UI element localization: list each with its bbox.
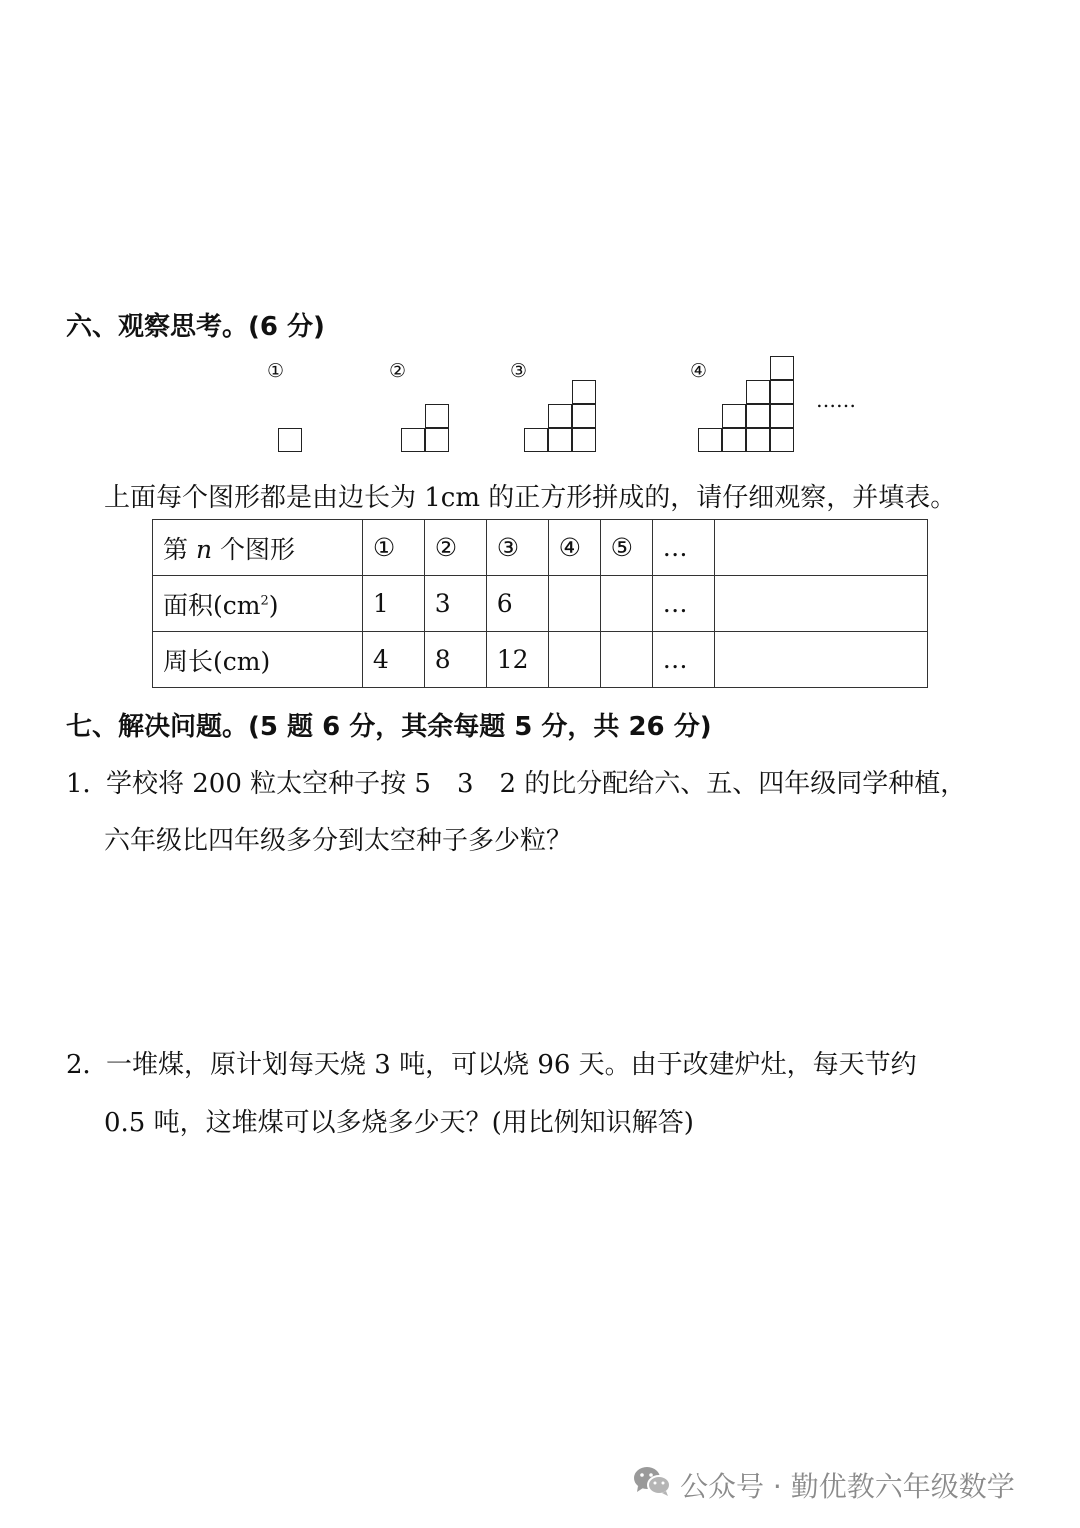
- section6-instruction: 上面每个图形都是由边长为 1cm 的正方形拼成的，请仔细观察，并填表。: [104, 483, 957, 513]
- question-2-line-1: 一堆煤，原计划每天烧 3 吨，可以烧 96 天。由于改建炉灶，每天节约: [106, 1050, 917, 1080]
- table-cell: ④: [548, 520, 600, 576]
- figure-label-3: ③: [510, 360, 528, 382]
- section7-title: 七、解决问题。(5 题 6 分，其余每题 5 分，共 26 分): [66, 712, 712, 742]
- unit-square: [425, 404, 449, 428]
- unit-square: [572, 404, 596, 428]
- figure-label-2: ②: [389, 360, 407, 382]
- unit-square: [770, 356, 794, 380]
- table-cell: 4: [362, 632, 424, 688]
- wechat-icon: [632, 1464, 672, 1498]
- figure-label-1: ①: [267, 360, 285, 382]
- unit-square: [722, 404, 746, 428]
- figure-label-4: ④: [690, 360, 708, 382]
- unit-square: [524, 428, 548, 452]
- table-cell: ③: [486, 520, 548, 576]
- table-cell-answer[interactable]: [714, 632, 927, 688]
- table-cell: 6: [486, 576, 548, 632]
- unit-square: [746, 404, 770, 428]
- unit-square: [278, 428, 302, 452]
- question-1-number: 1．: [66, 769, 109, 799]
- table-cell-answer[interactable]: [714, 576, 927, 632]
- table-cell: ②: [424, 520, 486, 576]
- table-cell-blank[interactable]: [714, 520, 927, 576]
- table-cell: 1: [362, 576, 424, 632]
- unit-square: [548, 404, 572, 428]
- table-cell-answer[interactable]: [548, 632, 600, 688]
- row-header-perimeter: 周长(cm): [153, 632, 363, 688]
- unit-square: [572, 428, 596, 452]
- unit-square: [425, 428, 449, 452]
- table-row-figure-number: [153, 520, 928, 576]
- row-header-area: 面积$(cm^2)$: [153, 576, 363, 632]
- table-cell: …: [652, 632, 714, 688]
- unit-square: [698, 428, 722, 452]
- table-cell: 8: [424, 632, 486, 688]
- question-2-number: 2．: [66, 1050, 109, 1080]
- unit-square: [770, 404, 794, 428]
- table-row-perimeter: [153, 632, 928, 688]
- table-cell: 12: [486, 632, 548, 688]
- table-cell: ①: [362, 520, 424, 576]
- table-cell: …: [652, 576, 714, 632]
- section6-title: 六、观察思考。(6 分): [66, 312, 325, 342]
- table-cell: …: [652, 520, 714, 576]
- question-2-line-2: 0.5 吨，这堆煤可以多烧多少天？(用比例知识解答): [104, 1108, 694, 1138]
- unit-square: [722, 428, 746, 452]
- unit-square: [572, 380, 596, 404]
- table-cell-answer[interactable]: [548, 576, 600, 632]
- table-cell-answer[interactable]: [600, 576, 652, 632]
- question-1-line-2: 六年级比四年级多分到太空种子多少粒？: [104, 826, 573, 856]
- table-cell: ⑤: [600, 520, 652, 576]
- row-header-figure: 第 n 个图形: [153, 520, 363, 576]
- question-1-line-1: 学校将 200 粒太空种子按 5 3 2 的比分配给六、五、四年级同学种植，: [106, 769, 967, 799]
- watermark-text: 公众号 · 勤优教六年级数学: [680, 1470, 1015, 1503]
- unit-square: [401, 428, 425, 452]
- staircase-figures: [0, 0, 1080, 460]
- unit-square: [548, 428, 572, 452]
- unit-square: [746, 428, 770, 452]
- unit-square: [746, 380, 770, 404]
- pattern-table: [152, 519, 928, 688]
- unit-square: [770, 380, 794, 404]
- table-cell-answer[interactable]: [600, 632, 652, 688]
- table-cell: 3: [424, 576, 486, 632]
- figure-ellipsis: ……: [816, 388, 856, 412]
- table-row-area: [153, 576, 928, 632]
- unit-square: [770, 428, 794, 452]
